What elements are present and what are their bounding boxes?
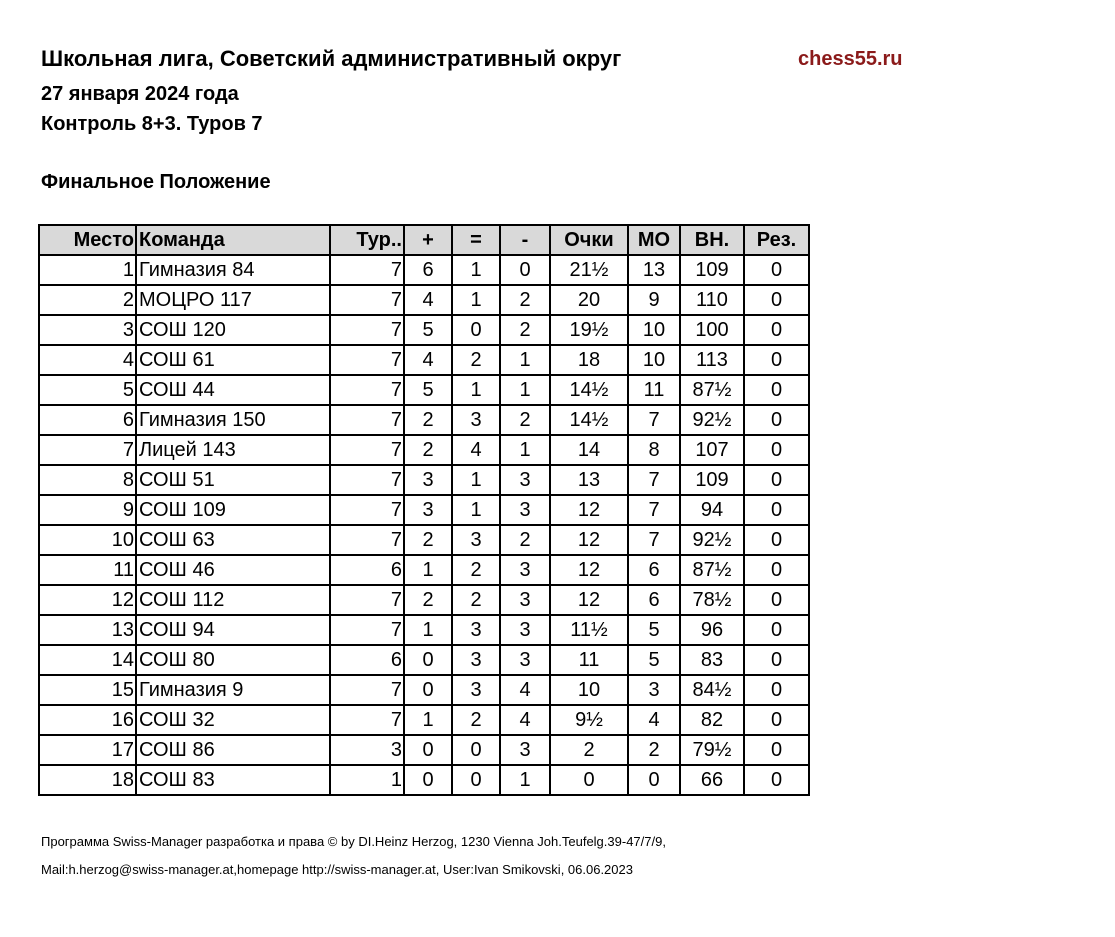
points-cell: 12 (550, 495, 628, 525)
rounds-cell: 7 (330, 705, 404, 735)
table-header-row (39, 225, 809, 255)
points-cell: 9½ (550, 705, 628, 735)
rounds-cell: 6 (330, 645, 404, 675)
match-points-cell: 2 (628, 735, 680, 765)
team-cell: МОЦРО 117 (136, 285, 330, 315)
rounds-cell: 7 (330, 525, 404, 555)
losses-cell: 3 (500, 555, 550, 585)
points-cell: 0 (550, 765, 628, 795)
rounds-cell: 7 (330, 465, 404, 495)
buchholz-cell: 107 (680, 435, 744, 465)
result-cell: 0 (744, 615, 809, 645)
result-cell: 0 (744, 255, 809, 285)
wins-cell: 2 (404, 585, 452, 615)
match-points-cell: 13 (628, 255, 680, 285)
team-cell: СОШ 120 (136, 315, 330, 345)
wins-cell: 2 (404, 525, 452, 555)
rounds-cell: 7 (330, 405, 404, 435)
match-points-cell: 8 (628, 435, 680, 465)
wins-cell: 1 (404, 705, 452, 735)
table-row (39, 645, 809, 675)
team-cell: СОШ 44 (136, 375, 330, 405)
col-header-place: Место (39, 225, 136, 255)
wins-cell: 3 (404, 495, 452, 525)
losses-cell: 2 (500, 285, 550, 315)
col-header-match-points: МО (628, 225, 680, 255)
result-cell: 0 (744, 765, 809, 795)
team-cell: СОШ 94 (136, 615, 330, 645)
table-row (39, 735, 809, 765)
points-cell: 14½ (550, 405, 628, 435)
team-cell: Гимназия 150 (136, 405, 330, 435)
result-cell: 0 (744, 735, 809, 765)
result-cell: 0 (744, 285, 809, 315)
points-cell: 21½ (550, 255, 628, 285)
result-cell: 0 (744, 465, 809, 495)
draws-cell: 3 (452, 615, 500, 645)
losses-cell: 2 (500, 525, 550, 555)
place-cell: 16 (39, 705, 136, 735)
place-cell: 7 (39, 435, 136, 465)
result-cell: 0 (744, 315, 809, 345)
result-cell: 0 (744, 645, 809, 675)
team-cell: Гимназия 9 (136, 675, 330, 705)
wins-cell: 2 (404, 405, 452, 435)
match-points-cell: 7 (628, 525, 680, 555)
buchholz-cell: 78½ (680, 585, 744, 615)
standings-table (38, 224, 810, 796)
place-cell: 12 (39, 585, 136, 615)
result-cell: 0 (744, 705, 809, 735)
table-row (39, 615, 809, 645)
table-row (39, 525, 809, 555)
losses-cell: 0 (500, 255, 550, 285)
buchholz-cell: 87½ (680, 375, 744, 405)
buchholz-cell: 82 (680, 705, 744, 735)
result-cell: 0 (744, 435, 809, 465)
wins-cell: 5 (404, 375, 452, 405)
losses-cell: 4 (500, 675, 550, 705)
points-cell: 18 (550, 345, 628, 375)
rounds-cell: 3 (330, 735, 404, 765)
draws-cell: 1 (452, 255, 500, 285)
table-row (39, 765, 809, 795)
wins-cell: 0 (404, 645, 452, 675)
rounds-cell: 7 (330, 495, 404, 525)
table-row (39, 675, 809, 705)
buchholz-cell: 83 (680, 645, 744, 675)
place-cell: 10 (39, 525, 136, 555)
buchholz-cell: 87½ (680, 555, 744, 585)
match-points-cell: 6 (628, 585, 680, 615)
draws-cell: 0 (452, 765, 500, 795)
table-row (39, 705, 809, 735)
losses-cell: 4 (500, 705, 550, 735)
buchholz-cell: 92½ (680, 405, 744, 435)
table-row (39, 585, 809, 615)
match-points-cell: 10 (628, 315, 680, 345)
place-cell: 17 (39, 735, 136, 765)
wins-cell: 0 (404, 735, 452, 765)
draws-cell: 1 (452, 285, 500, 315)
losses-cell: 3 (500, 495, 550, 525)
team-cell: СОШ 109 (136, 495, 330, 525)
team-cell: СОШ 83 (136, 765, 330, 795)
losses-cell: 3 (500, 645, 550, 675)
team-cell: СОШ 46 (136, 555, 330, 585)
col-header-team: Команда (136, 225, 330, 255)
col-header-buchholz: ВН. (680, 225, 744, 255)
table-row (39, 495, 809, 525)
place-cell: 18 (39, 765, 136, 795)
rounds-cell: 7 (330, 375, 404, 405)
table-row (39, 285, 809, 315)
result-cell: 0 (744, 585, 809, 615)
losses-cell: 1 (500, 375, 550, 405)
wins-cell: 0 (404, 765, 452, 795)
table-row (39, 435, 809, 465)
buchholz-cell: 66 (680, 765, 744, 795)
team-cell: СОШ 61 (136, 345, 330, 375)
place-cell: 8 (39, 465, 136, 495)
losses-cell: 1 (500, 435, 550, 465)
wins-cell: 3 (404, 465, 452, 495)
place-cell: 2 (39, 285, 136, 315)
match-points-cell: 5 (628, 615, 680, 645)
table-row (39, 375, 809, 405)
rounds-cell: 6 (330, 555, 404, 585)
buchholz-cell: 109 (680, 465, 744, 495)
draws-cell: 1 (452, 465, 500, 495)
rounds-cell: 7 (330, 615, 404, 645)
footer-contact: Mail:h.herzog@swiss-manager.at,homepage http://swiss-manager.at, User:Ivan Smikovski, 06.06.2023 (41, 862, 633, 877)
draws-cell: 3 (452, 405, 500, 435)
points-cell: 11 (550, 645, 628, 675)
match-points-cell: 7 (628, 495, 680, 525)
result-cell: 0 (744, 495, 809, 525)
place-cell: 6 (39, 405, 136, 435)
place-cell: 1 (39, 255, 136, 285)
match-points-cell: 4 (628, 705, 680, 735)
draws-cell: 1 (452, 375, 500, 405)
table-row (39, 315, 809, 345)
team-cell: Гимназия 84 (136, 255, 330, 285)
wins-cell: 2 (404, 435, 452, 465)
result-cell: 0 (744, 375, 809, 405)
points-cell: 10 (550, 675, 628, 705)
place-cell: 3 (39, 315, 136, 345)
match-points-cell: 6 (628, 555, 680, 585)
buchholz-cell: 110 (680, 285, 744, 315)
draws-cell: 4 (452, 435, 500, 465)
rounds-cell: 7 (330, 255, 404, 285)
losses-cell: 3 (500, 615, 550, 645)
draws-cell: 1 (452, 495, 500, 525)
losses-cell: 1 (500, 765, 550, 795)
points-cell: 19½ (550, 315, 628, 345)
buchholz-cell: 94 (680, 495, 744, 525)
col-header-rounds: Тур.. (330, 225, 404, 255)
buchholz-cell: 100 (680, 315, 744, 345)
footer-credits: Программа Swiss-Manager разработка и права © by DI.Heinz Herzog, 1230 Vienna Joh.Teufelg.39-47/7/9, (41, 834, 666, 849)
place-cell: 15 (39, 675, 136, 705)
place-cell: 13 (39, 615, 136, 645)
rounds-cell: 7 (330, 435, 404, 465)
result-cell: 0 (744, 405, 809, 435)
buchholz-cell: 113 (680, 345, 744, 375)
result-cell: 0 (744, 555, 809, 585)
result-cell: 0 (744, 675, 809, 705)
points-cell: 12 (550, 555, 628, 585)
buchholz-cell: 84½ (680, 675, 744, 705)
rounds-cell: 7 (330, 285, 404, 315)
place-cell: 14 (39, 645, 136, 675)
table-row (39, 405, 809, 435)
match-points-cell: 11 (628, 375, 680, 405)
draws-cell: 3 (452, 645, 500, 675)
losses-cell: 2 (500, 315, 550, 345)
draws-cell: 0 (452, 315, 500, 345)
rounds-cell: 7 (330, 585, 404, 615)
rounds-cell: 1 (330, 765, 404, 795)
points-cell: 2 (550, 735, 628, 765)
match-points-cell: 3 (628, 675, 680, 705)
rounds-cell: 7 (330, 675, 404, 705)
wins-cell: 1 (404, 555, 452, 585)
col-header-losses: - (500, 225, 550, 255)
col-header-draws: = (452, 225, 500, 255)
col-header-wins: + (404, 225, 452, 255)
points-cell: 12 (550, 525, 628, 555)
draws-cell: 2 (452, 585, 500, 615)
match-points-cell: 9 (628, 285, 680, 315)
table-row (39, 255, 809, 285)
time-control: Контроль 8+3. Туров 7 (41, 113, 263, 135)
table-row (39, 465, 809, 495)
place-cell: 11 (39, 555, 136, 585)
wins-cell: 4 (404, 285, 452, 315)
losses-cell: 3 (500, 465, 550, 495)
draws-cell: 2 (452, 705, 500, 735)
points-cell: 12 (550, 585, 628, 615)
draws-cell: 2 (452, 345, 500, 375)
team-cell: СОШ 86 (136, 735, 330, 765)
points-cell: 20 (550, 285, 628, 315)
draws-cell: 3 (452, 675, 500, 705)
wins-cell: 4 (404, 345, 452, 375)
draws-cell: 3 (452, 525, 500, 555)
buchholz-cell: 109 (680, 255, 744, 285)
wins-cell: 6 (404, 255, 452, 285)
section-title: Финальное Положение (41, 171, 271, 193)
page-title: Школьная лига, Советский административный округ (41, 46, 622, 71)
event-date: 27 января 2024 года (41, 83, 239, 105)
draws-cell: 0 (452, 735, 500, 765)
match-points-cell: 10 (628, 345, 680, 375)
team-cell: СОШ 112 (136, 585, 330, 615)
team-cell: СОШ 63 (136, 525, 330, 555)
place-cell: 5 (39, 375, 136, 405)
buchholz-cell: 92½ (680, 525, 744, 555)
result-cell: 0 (744, 345, 809, 375)
wins-cell: 1 (404, 615, 452, 645)
match-points-cell: 7 (628, 405, 680, 435)
standings-body (39, 255, 809, 795)
match-points-cell: 0 (628, 765, 680, 795)
wins-cell: 5 (404, 315, 452, 345)
place-cell: 9 (39, 495, 136, 525)
points-cell: 14½ (550, 375, 628, 405)
match-points-cell: 5 (628, 645, 680, 675)
col-header-result: Рез. (744, 225, 809, 255)
buchholz-cell: 96 (680, 615, 744, 645)
place-cell: 4 (39, 345, 136, 375)
table-row (39, 555, 809, 585)
site-name: chess55.ru (798, 48, 903, 70)
buchholz-cell: 79½ (680, 735, 744, 765)
result-cell: 0 (744, 525, 809, 555)
match-points-cell: 7 (628, 465, 680, 495)
points-cell: 11½ (550, 615, 628, 645)
col-header-points: Очки (550, 225, 628, 255)
team-cell: Лицей 143 (136, 435, 330, 465)
rounds-cell: 7 (330, 345, 404, 375)
team-cell: СОШ 80 (136, 645, 330, 675)
team-cell: СОШ 32 (136, 705, 330, 735)
draws-cell: 2 (452, 555, 500, 585)
losses-cell: 3 (500, 585, 550, 615)
rounds-cell: 7 (330, 315, 404, 345)
wins-cell: 0 (404, 675, 452, 705)
points-cell: 14 (550, 435, 628, 465)
losses-cell: 3 (500, 735, 550, 765)
points-cell: 13 (550, 465, 628, 495)
team-cell: СОШ 51 (136, 465, 330, 495)
table-row (39, 345, 809, 375)
losses-cell: 1 (500, 345, 550, 375)
losses-cell: 2 (500, 405, 550, 435)
